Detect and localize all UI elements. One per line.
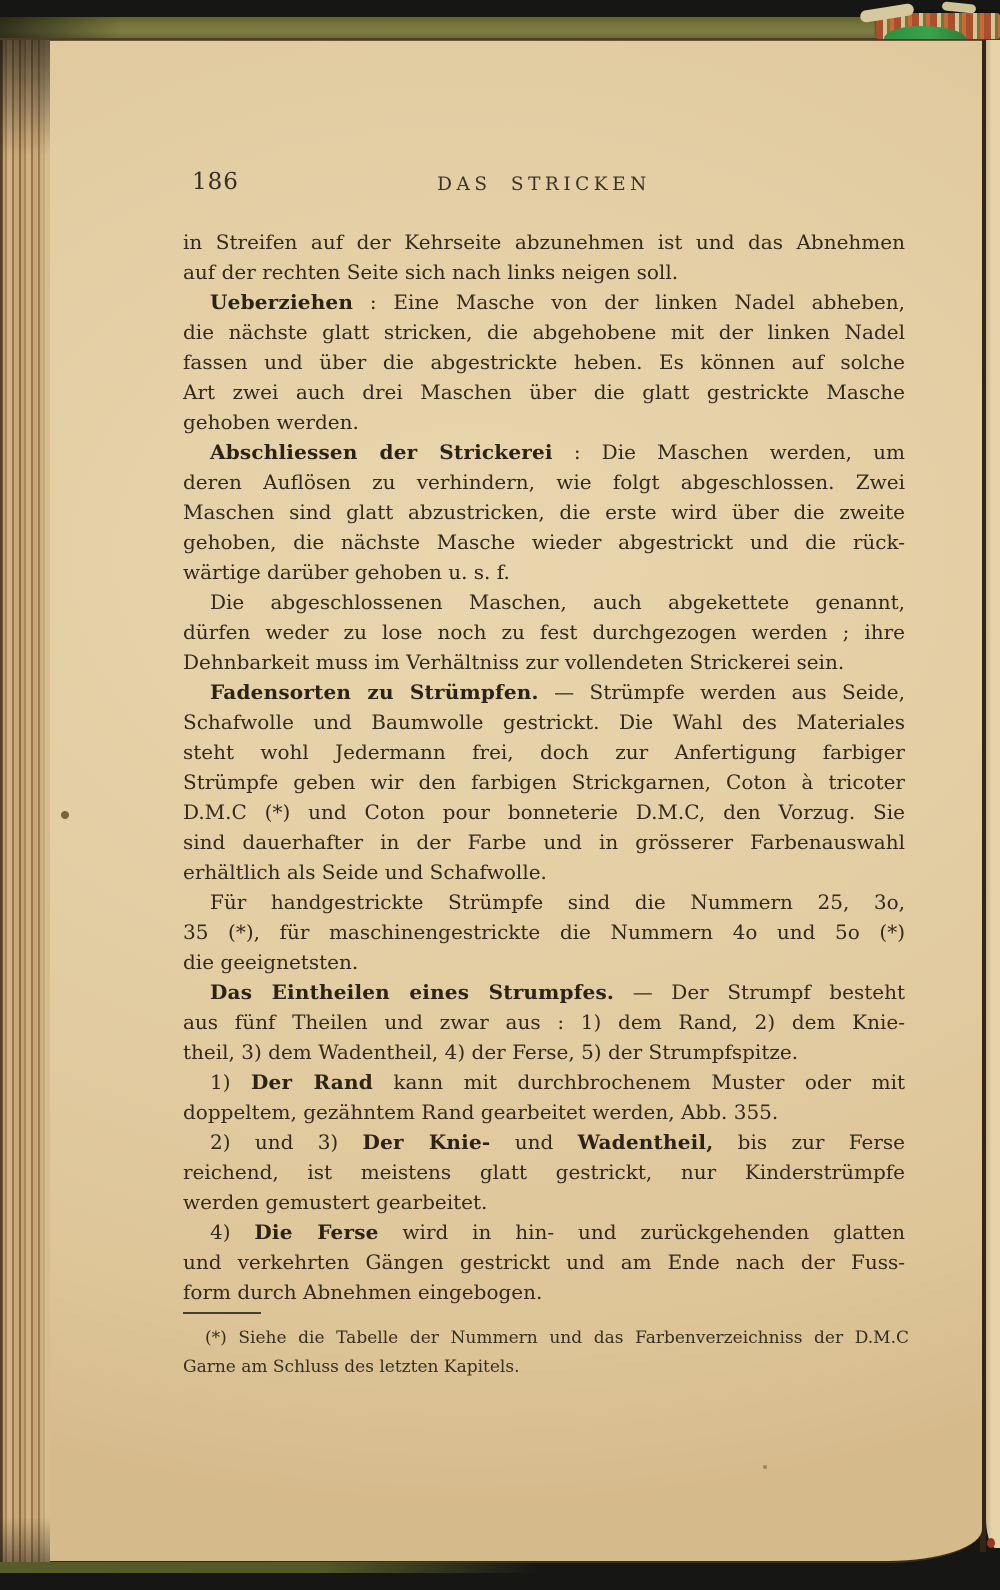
footnote [183, 1324, 909, 1382]
text-line [183, 227, 905, 257]
text-line [183, 377, 905, 407]
text-run: dürfen weder zu lose noch zu fest durchgezogen werden ; ihre [183, 620, 905, 644]
text-run: und verkehrten Gängen gestrickt und am Ende nach der Fuss- [183, 1250, 905, 1274]
footnote-line: Garne am Schluss des letzten Kapitels. [183, 1357, 520, 1377]
red-speck [987, 1538, 995, 1548]
text-run: und [490, 1130, 578, 1154]
text-line [183, 587, 905, 617]
footnote-line: (*) Siehe die Tabelle der Nummern und das Farbenverzeichniss der D.M.C [205, 1328, 909, 1348]
text-run: Schafwolle und Baumwolle gestrickt. Die Wahl des Materiales [183, 710, 905, 734]
text-line [183, 557, 905, 587]
text-line [183, 1127, 905, 1157]
text-line [183, 287, 905, 317]
text-run: Dehnbarkeit muss im Verhältniss zur vollendeten Strickerei sein. [183, 650, 845, 674]
text-run: sind dauerhafter in der Farbe und in grösserer Farbenauswahl [183, 830, 905, 854]
text-line [183, 737, 905, 767]
text-run: die nächste glatt stricken, die abgehobene mit der linken Nadel [183, 320, 905, 344]
page-number: 186 [192, 169, 239, 195]
text-run: bis zur Ferse [713, 1130, 906, 1154]
bold-run: Wadentheil, [577, 1130, 714, 1154]
text-line [183, 407, 905, 437]
bold-run: Der Rand [251, 1070, 373, 1094]
text-line [183, 947, 905, 977]
text-line [183, 527, 905, 557]
text-run: aus fünf Theilen und zwar aus : 1) dem Rand, 2) dem Knie- [183, 1010, 905, 1034]
text-run: Die abgeschlossenen Maschen, auch abgekettete genannt, [210, 590, 905, 614]
text-run: — Der Strumpf besteht [614, 980, 906, 1004]
paper-speck [61, 811, 69, 819]
text-line [183, 1007, 905, 1037]
book-page [50, 40, 982, 1563]
text-run: die geeignetsten. [183, 950, 359, 974]
text-line [183, 1097, 905, 1127]
book-cover-edge-bottom [0, 1562, 540, 1573]
text-run: 1) [210, 1070, 252, 1094]
text-run: Für handgestrickte Strümpfe sind die Nummern 25, 3o, [210, 890, 905, 914]
text-line [183, 797, 905, 827]
text-run: wärtige darüber gehoben u. s. f. [183, 560, 510, 584]
text-run: in Streifen auf der Kehrseite abzunehmen ist und das Abnehmen [183, 230, 905, 254]
headband-thread [942, 1, 977, 14]
text-run: 35 (*), für maschinengestrickte die Nummern 4o und 5o (*) [183, 920, 905, 944]
text-run: gehoben werden. [183, 410, 359, 434]
text-run: : Die Maschen werden, um [552, 440, 905, 464]
text-run: reichend, ist meistens glatt gestrickt, nur Kinderstrümpfe [183, 1160, 905, 1184]
text-line [183, 1157, 905, 1187]
bold-run: Die Ferse [254, 1220, 379, 1244]
text-line [183, 677, 905, 707]
text-line [183, 467, 905, 497]
text-line [183, 257, 905, 287]
text-run: Maschen sind glatt abzustricken, die erste wird über die zweite [183, 500, 905, 524]
running-head: DAS STRICKEN [437, 174, 651, 195]
text-line [183, 497, 905, 527]
book-cover-edge-top [0, 17, 1000, 40]
text-line [183, 827, 905, 857]
text-run: deren Auflösen zu verhindern, wie folgt abgeschlossen. Zwei [183, 470, 905, 494]
bold-run: Fadensorten zu Strümpfen. [210, 680, 539, 704]
text-run: werden gemustert gearbeitet. [183, 1190, 488, 1214]
paper-speck [763, 1465, 767, 1469]
text-line [183, 1187, 905, 1217]
text-line [183, 647, 905, 677]
bold-run: Das Eintheilen eines Strumpfes. [210, 980, 615, 1004]
text-run: 4) [210, 1220, 255, 1244]
text-run: 2) und 3) [210, 1130, 363, 1154]
text-run: doppeltem, gezähntem Rand gearbeitet werden, Abb. 355. [183, 1100, 779, 1124]
text-line [183, 437, 905, 467]
text-run: fassen und über die abgestrickte heben. Es können auf solche [183, 350, 905, 374]
bold-run: Der Knie- [362, 1130, 491, 1154]
next-page-edge [986, 40, 1000, 1548]
text-line [183, 857, 905, 887]
text-run: Strümpfe geben wir den farbigen Strickgarnen, Coton à tricoter [183, 770, 905, 794]
bold-run: Ueberziehen [210, 290, 354, 314]
text-line [183, 617, 905, 647]
text-run: auf der rechten Seite sich nach links neigen soll. [183, 260, 679, 284]
text-run: steht wohl Jedermann frei, doch zur Anfertigung farbiger [183, 740, 905, 764]
text-line [183, 917, 905, 947]
footnote-rule [183, 1312, 261, 1314]
text-line [183, 317, 905, 347]
text-run: theil, 3) dem Wadentheil, 4) der Ferse, 5) der Strumpfspitze. [183, 1040, 799, 1064]
text-line [183, 977, 905, 1007]
page-stack-edge [0, 40, 52, 1562]
text-line [183, 1247, 905, 1277]
text-run: kann mit durchbrochenem Muster oder mit [372, 1070, 905, 1094]
text-line [183, 887, 905, 917]
text-run: wird in hin- und zurückgehenden glatten [378, 1220, 906, 1244]
text-run: : Eine Masche von der linken Nadel abheben, [353, 290, 905, 314]
text-line [183, 1067, 905, 1097]
text-line [183, 1277, 905, 1307]
text-run: erhältlich als Seide und Schafwolle. [183, 860, 547, 884]
text-line [183, 707, 905, 737]
text-line [183, 1217, 905, 1247]
text-run: D.M.C (*) und Coton pour bonneterie D.M.C, den Vorzug. Sie [183, 800, 905, 824]
body-text [183, 227, 905, 1307]
bold-run: Abschliessen der Strickerei [210, 440, 553, 464]
text-run: Art zwei auch drei Maschen über die glatt gestrickte Masche [183, 380, 905, 404]
text-run: gehoben, die nächste Masche wieder abgestrickt und die rück- [183, 530, 905, 554]
text-run: form durch Abnehmen eingebogen. [183, 1280, 543, 1304]
text-run: — Strümpfe werden aus Seide, [538, 680, 905, 704]
text-line [183, 767, 905, 797]
text-line [183, 1037, 905, 1067]
text-line [183, 347, 905, 377]
